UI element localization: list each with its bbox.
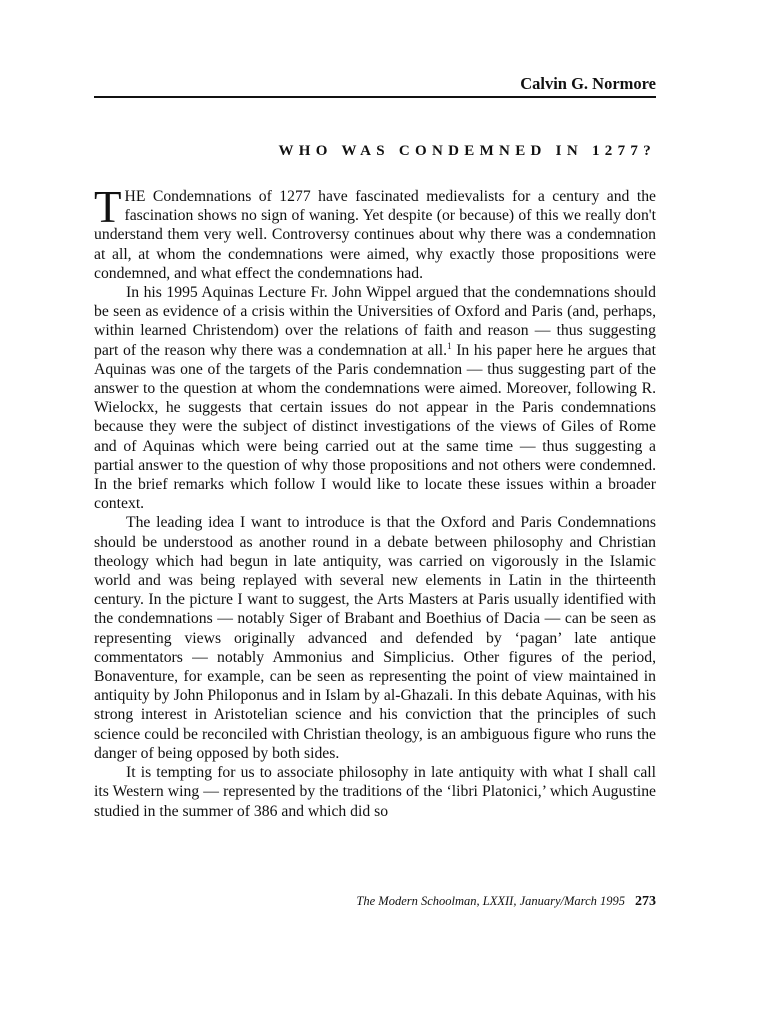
page-number: 273: [635, 894, 656, 909]
paragraph-1-text: HE Condemnations of 1277 have fascinated medievalists for a century and the fascination shows no sign of waning. Yet despite (or because) of this we really don't understand them very well. Controversy continues about why there was a condemnation at all, at whom the condemnations were aimed, why exactly those propositions were condemned, and what effect the condemnations had.: [94, 188, 656, 282]
drop-cap: T: [94, 182, 122, 232]
journal-citation: The Modern Schoolman, LXXII, January/March 1995: [356, 894, 625, 908]
paragraph-1: [94, 182, 656, 283]
paragraph-3-text: The leading idea I want to introduce is that the Oxford and Paris Condemnations should be understood as another round in a debate between philosophy and Christian theology which had begun in late antiquity, was carried on vigorously in the Islamic world and was being replayed with several new elements in Latin in the thirteenth century. In the picture I want to suggest, the Arts Masters at Paris usually identified with the condemnations — notably Siger of Brabant and Boethius of Dacia — can be seen as representing views originally advanced and defended by ‘pagan’ late antique commentators — notably Ammonius and Simplicius. Other figures of the period, Bonaventure, for example, can be seen as representing the point of view maintained in antiquity by John Philoponus and in Islam by al-Ghazali. In this debate Aquinas, with his strong interest in Aristotelian science and his conviction that the principles of such science could be reconciled with Christian theology, is an ambiguous figure who runs the danger of being opposed by both sides.: [94, 514, 656, 762]
article-title: WHO WAS CONDEMNED IN 1277?: [278, 143, 656, 159]
page-footer: [94, 892, 656, 911]
running-head-author: Calvin G. Normore: [520, 74, 656, 93]
paragraph-4-text: It is tempting for us to associate philosophy in late antiquity with what I shall call its Western wing — represented by the traditions of the ‘libri Platonici,’ which Augustine studied in the summer of 386 and which did so: [94, 764, 656, 820]
paragraph-2-text: In his 1995 Aquinas Lecture Fr. John Wippel argued that the condemnations should be seen as evidence of a crisis within the Universities of Oxford and Paris (and, perhaps, within learned Christendom) over the relations of faith and reason — thus suggesting part of the reason why there was a condemnation at all.: [94, 284, 656, 359]
paragraph-2: [94, 283, 656, 513]
paragraph-4: [94, 763, 656, 821]
header-rule: [94, 96, 656, 98]
paragraph-2-continuation: In his paper here he argues that Aquinas was one of the targets of the Paris condemnation — thus suggesting part of the answer to the question at whom the condemnations were aimed. Moreover, following R. Wielockx, he suggests that certain issues do not appear in the Paris condemnations because they were the subject of distinct investigations of the views of Giles of Rome and of Aquinas which were being carried out at the same time — thus suggesting a partial answer to the question of why those propositions and not others were condemned. In the brief remarks which follow I would like to locate these issues within a broader context.: [94, 341, 656, 513]
article-body: [94, 182, 656, 821]
paragraph-3: [94, 513, 656, 763]
footnote-marker[interactable]: 1: [447, 340, 452, 351]
